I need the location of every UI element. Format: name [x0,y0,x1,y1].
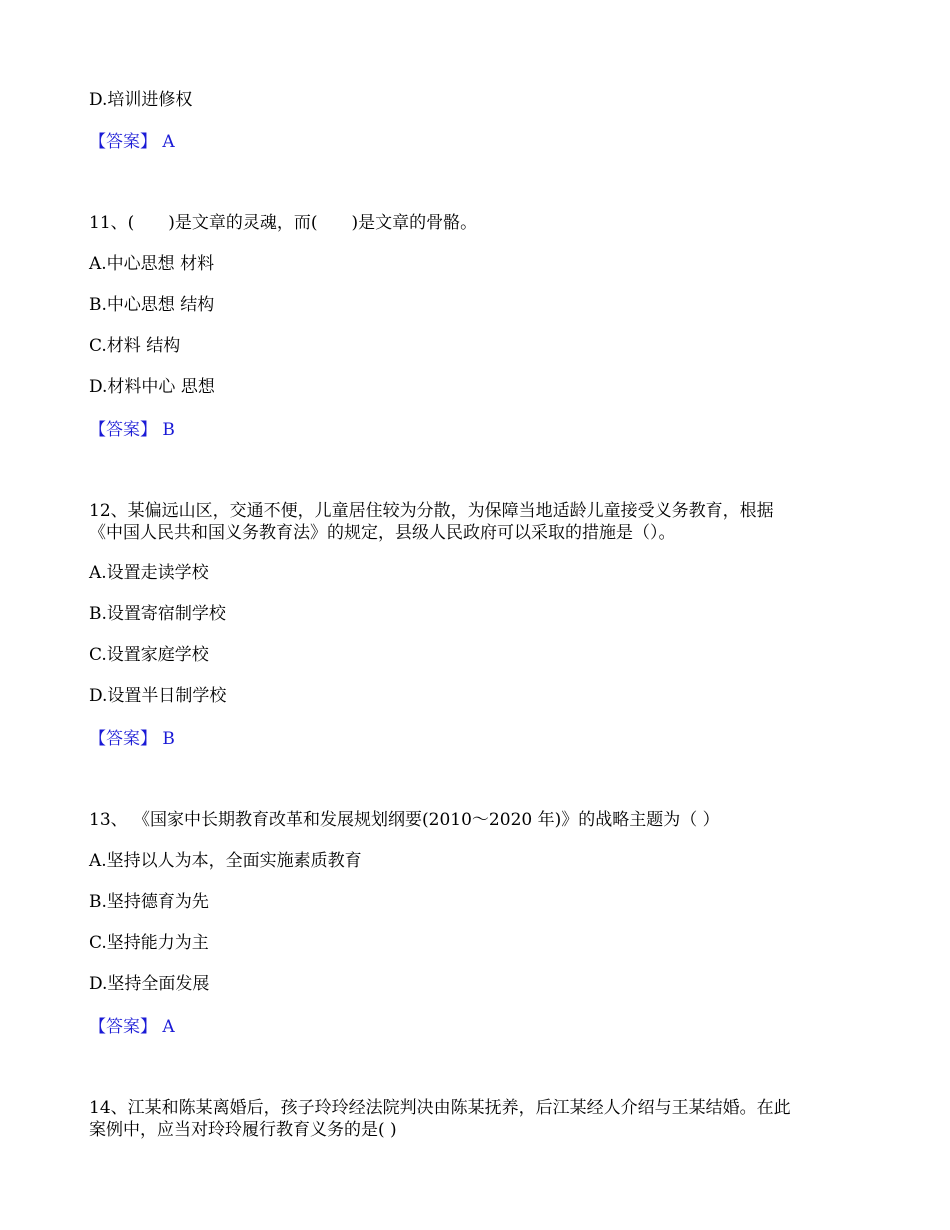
question-12-line-2: 《中国人民共和国义务教育法》的规定，县级人民政府可以采取的措施是（）。 [89,523,676,543]
option-d: D.培训进修权 [89,90,193,110]
question-14-line-1: 14、江某和陈某离婚后，孩子玲玲经法院判决由陈某抚养，后江某经人介绍与王某结婚。在此 [89,1098,791,1118]
option-a: A.坚持以人为本，全面实施素质教育 [89,851,362,871]
question-14-line-2: 案例中，应当对玲玲履行教育义务的是( ) [89,1120,397,1140]
answer: 【答案】 B [89,420,175,440]
option-a: A.中心思想 材料 [89,254,215,274]
option-d: D.坚持全面发展 [89,974,210,994]
option-b: B.坚持德育为先 [89,892,209,912]
option-c: C.材料 结构 [89,336,181,356]
option-c: C.设置家庭学校 [89,645,209,665]
answer: 【答案】 A [89,1017,175,1037]
option-b: B.中心思想 结构 [89,295,215,315]
question-13: 13、 《国家中长期教育改革和发展规划纲要(2010～2020 年)》的战略主题为（ ） [89,810,720,830]
answer: 【答案】 B [89,729,175,749]
option-d: D.材料中心 思想 [89,377,215,397]
option-a: A.设置走读学校 [89,563,209,583]
option-c: C.坚持能力为主 [89,933,209,953]
question-11: 11、( )是文章的灵魂，而( )是文章的骨骼。 [89,213,478,233]
option-b: B.设置寄宿制学校 [89,604,226,624]
question-12-line-1: 12、某偏远山区，交通不便，儿童居住较为分散，为保障当地适龄儿童接受义务教育，根据 [89,501,774,521]
answer: 【答案】 A [89,132,175,152]
option-d: D.设置半日制学校 [89,686,227,706]
